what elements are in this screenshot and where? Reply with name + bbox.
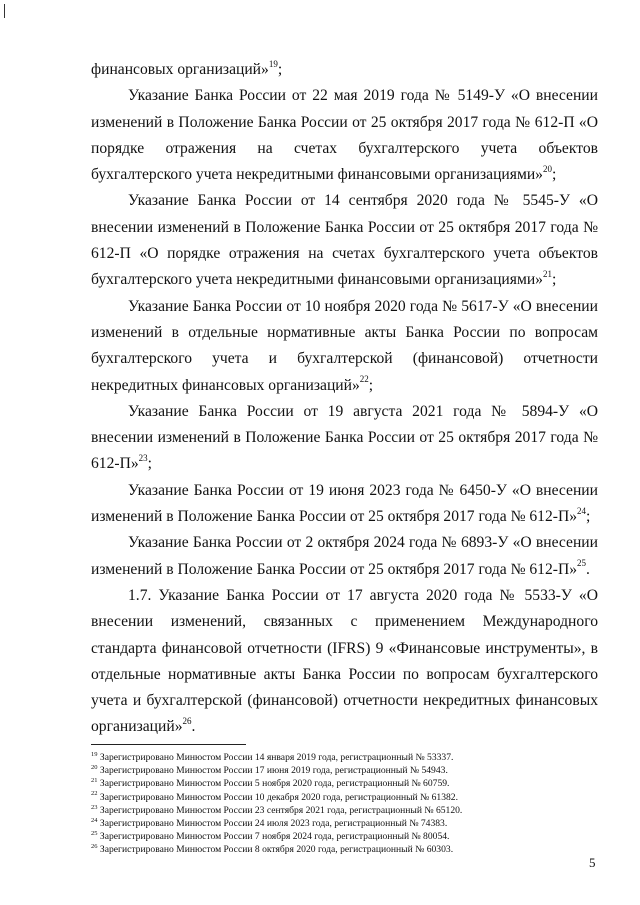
footnote-25 (91, 830, 598, 843)
footnote-text: Зарегистрировано Минюстом России 8 октября 2020 года, регистрационный № 60303. (99, 844, 454, 856)
footnote-ref: 23 (138, 453, 148, 464)
paragraph-text: Указание Банка России от 19 августа 2021 года № 5894-У «О внесении изменений в Положение Банка России от 25 октября 2017 года № 612-П» (91, 402, 598, 473)
footnote-text: Зарегистрировано Минюстом России 24 июля 2023 года, регистрационный № 74383. (99, 818, 448, 830)
paragraph-directive-6893 (91, 530, 598, 583)
footnote-number: 26 (91, 843, 98, 851)
paragraph-section-1-7 (91, 583, 598, 741)
footnote-20 (91, 764, 598, 777)
paragraph-directive-5894 (91, 399, 598, 478)
paragraph-text: Указание Банка России от 14 сентября 2020 года № 5545-У «О внесении изменений в Положение Банка России от 25 октября 2017 года № 612-П «О порядке отражения на счетах бухгалтерского учета объектов бухгалтерского учета некредитными финансовыми организациями» (91, 192, 598, 289)
footnote-text: Зарегистрировано Минюстом России 17 июня 2019 года, регистрационный № 54943. (99, 765, 448, 777)
footnote-21 (91, 777, 598, 790)
footnote-ref: 26 (182, 716, 192, 727)
footnote-ref: 21 (542, 269, 552, 280)
footnote-23 (91, 804, 598, 817)
footnote-19 (91, 751, 598, 764)
footnote-number: 20 (91, 764, 98, 772)
paragraph-tail: ; (277, 61, 283, 78)
paragraph-tail: . (191, 718, 196, 736)
paragraph-directive-5545 (91, 188, 598, 293)
footnote-number: 23 (91, 803, 98, 811)
paragraph-tail: ; (586, 508, 591, 526)
footnote-text: Зарегистрировано Минюстом России 5 ноября 2020 года, регистрационный № 60759. (99, 778, 450, 790)
footnote-24 (91, 817, 598, 830)
paragraph-text: Указание Банка России от 10 ноября 2020 года № 5617-У «О внесении изменений в отдельные нормативные акты Банка России по вопросам бухгалтерского учета и бухгалтерской (финансовой) отчетности некредитных финансовых организаций» (91, 297, 598, 394)
paragraph-text: Указание Банка России от 22 мая 2019 года № 5149-У «О внесении изменений в Положение Банка России от 25 октября 2017 года № 612-П «О порядке отражения на счетах бухгалтерского учета объектов бухгалтерского учета некредитными финансовыми организациями» (91, 87, 598, 184)
footnote-number: 24 (91, 816, 98, 824)
footnote-ref: 22 (359, 374, 369, 385)
paragraph-text: Указание Банка России от 19 июня 2023 года № 6450-У «О внесении изменений в Положение Банка России от 25 октября 2017 года № 612-П» (91, 481, 598, 526)
footnote-22 (91, 791, 598, 804)
paragraph-tail: ; (368, 376, 374, 394)
footnote-text: Зарегистрировано Минюстом России 23 сентября 2021 года, регистрационный № 65120. (99, 804, 463, 816)
footnote-26 (91, 843, 598, 856)
footnote-ref: 25 (577, 558, 587, 569)
paragraph-directive-5149 (91, 83, 598, 188)
footnote-text: Зарегистрировано Минюстом России 10 декабря 2020 года, регистрационный № 61382. (99, 791, 458, 803)
footnote-ref: 19 (268, 58, 278, 69)
document-body (91, 57, 598, 741)
footnotes (91, 751, 598, 857)
footnote-ref: 20 (542, 164, 552, 174)
footnote-text: Зарегистрировано Минюстом России 7 ноября 2024 года, регистрационный № 80054. (99, 831, 450, 843)
footnote-ref: 24 (577, 505, 587, 516)
footnote-number: 21 (91, 777, 98, 785)
paragraph-tail: ; (551, 271, 557, 289)
paragraph-tail: ; (551, 166, 557, 184)
paragraph-text: финансовых организаций» (91, 61, 269, 78)
paragraph-directive-5617 (91, 294, 598, 399)
scan-edge-mark (4, 4, 5, 18)
paragraph-tail: . (586, 560, 590, 578)
footnote-separator (91, 744, 246, 745)
paragraph-tail: ; (147, 455, 152, 473)
paragraph-text: Указание Банка России от 2 октября 2024 года № 6893-У «О внесении изменений в Положение Банка России от 25 октября 2017 года № 612-П» (91, 534, 598, 578)
footnote-text: Зарегистрировано Минюстом России 14 января 2019 года, регистрационный № 53337. (99, 752, 454, 763)
footnote-number: 19 (91, 750, 98, 758)
footnote-number: 25 (91, 830, 98, 838)
paragraph-directive-6450 (91, 478, 598, 531)
page-number: 5 (589, 855, 596, 870)
paragraph-continuation (91, 57, 598, 83)
footnote-number: 22 (91, 790, 98, 798)
paragraph-text: 1.7. Указание Банка России от 17 августа 2020 года № 5533-У «О внесении изменений, связанных с применением Международного стандарта финансовой отчетности (IFRS) 9 «Финансовые инструменты», в отдельные нормативные акты Банка России по вопросам бухгалтерского учета и бухгалтерской (финансовой) отчетности некредитных финансовых организаций» (91, 586, 598, 736)
